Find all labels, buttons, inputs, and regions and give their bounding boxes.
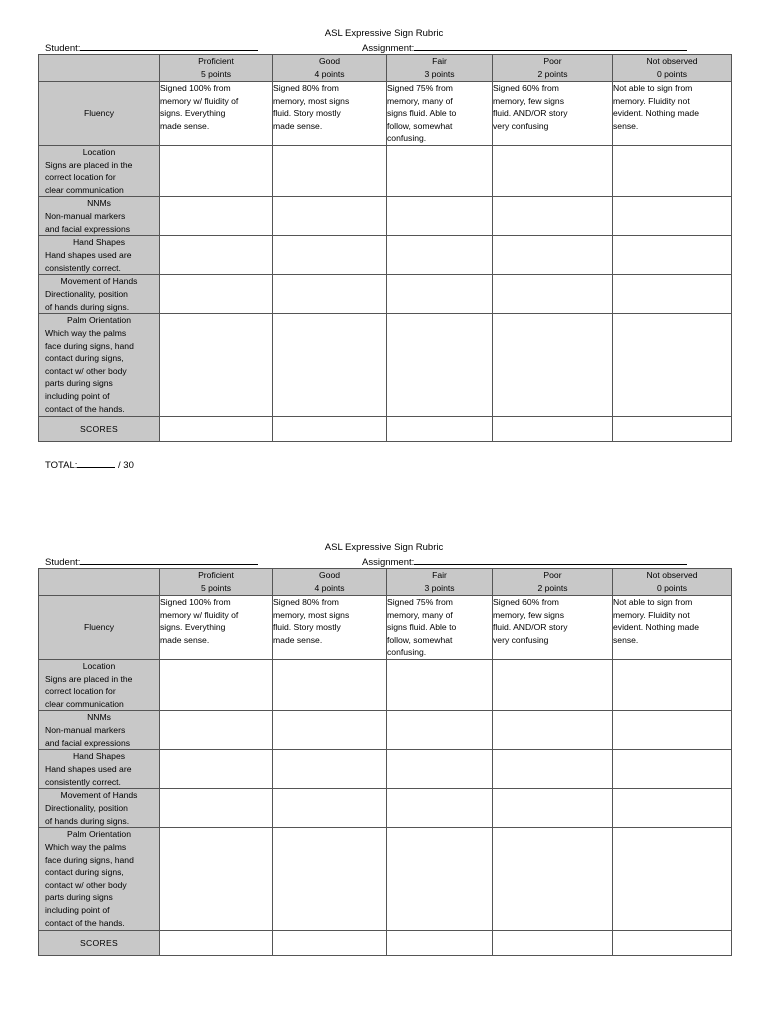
- criterion-description: correct location for: [45, 172, 116, 183]
- score-cell[interactable]: [613, 828, 732, 931]
- description-line: Signed 80% from: [273, 83, 339, 93]
- score-cell[interactable]: [160, 197, 273, 236]
- criterion-description: and facial expressions: [45, 737, 131, 748]
- criterion-description: of hands during signs.: [45, 301, 130, 312]
- description-line: Signed 60% from: [493, 83, 559, 93]
- criterion-description: Hand shapes used are: [45, 763, 132, 774]
- score-cell[interactable]: [387, 750, 493, 789]
- score-total-cell[interactable]: [160, 417, 273, 442]
- description-line: confusing.: [387, 647, 427, 658]
- description-line: signs. Everything: [160, 622, 226, 633]
- score-cell[interactable]: [387, 659, 493, 710]
- column-header: [273, 55, 387, 82]
- description-line: memory w/ fluidity of: [160, 95, 239, 106]
- rubric-table: [38, 54, 732, 442]
- score-total-cell[interactable]: [160, 931, 273, 956]
- description-line: follow, somewhat: [387, 120, 453, 131]
- description-line: memory, many of: [387, 609, 453, 620]
- description-line: memory, most signs: [273, 609, 350, 620]
- description-line: fluid. Story mostly: [273, 622, 341, 633]
- description-line: fluid. AND/OR story: [493, 108, 568, 119]
- description-line: evident. Nothing made: [613, 108, 699, 119]
- score-cell[interactable]: [160, 236, 273, 275]
- description-line: fluid. Story mostly: [273, 108, 341, 119]
- score-cell[interactable]: [387, 275, 493, 314]
- row-header-criterion: [39, 789, 160, 828]
- row-header-fluency: Fluency: [39, 596, 160, 660]
- score-cell[interactable]: [387, 711, 493, 750]
- score-cell[interactable]: [273, 197, 387, 236]
- criterion-description: and facial expressions: [45, 223, 131, 234]
- column-header: [613, 569, 732, 596]
- criterion-description: consistently correct.: [45, 262, 121, 273]
- criteria-row: [39, 275, 732, 314]
- row-header-criterion: [39, 275, 160, 314]
- column-points: 2 points: [537, 582, 568, 593]
- column-name: Poor: [543, 56, 562, 66]
- scores-label: SCORES: [39, 931, 160, 956]
- score-total-cell[interactable]: [493, 417, 613, 442]
- description-line: Not able to sign from: [613, 597, 693, 607]
- column-name: Not observed: [646, 570, 698, 580]
- column-name: Proficient: [198, 570, 234, 580]
- column-points: 5 points: [200, 68, 232, 79]
- score-cell[interactable]: [613, 659, 732, 710]
- score-cell[interactable]: [160, 145, 273, 196]
- score-cell[interactable]: [387, 314, 493, 417]
- column-name: Fair: [432, 56, 447, 66]
- criteria-row: [39, 789, 732, 828]
- criterion-description: face during signs, hand: [45, 340, 134, 351]
- description-line: Signed 60% from: [493, 597, 559, 607]
- column-header: [613, 55, 732, 82]
- description-line: confusing.: [387, 133, 427, 144]
- criterion-description: contact of the hands.: [45, 917, 125, 928]
- score-cell[interactable]: [493, 197, 613, 236]
- fluency-description: [493, 596, 613, 660]
- fluency-row: [39, 82, 732, 146]
- score-cell[interactable]: [387, 236, 493, 275]
- row-header-criterion: [39, 750, 160, 789]
- description-line: made sense.: [160, 634, 210, 645]
- score-cell[interactable]: [160, 828, 273, 931]
- description-line: made sense.: [273, 120, 323, 131]
- score-cell[interactable]: [613, 197, 732, 236]
- column-name: Fair: [432, 570, 447, 580]
- scores-row: [39, 931, 732, 956]
- criterion-description: face during signs, hand: [45, 854, 134, 865]
- criterion-title: Hand Shapes: [72, 237, 126, 248]
- description-line: memory, most signs: [273, 95, 350, 106]
- description-line: signs. Everything: [160, 108, 226, 119]
- description-line: very confusing: [493, 120, 549, 131]
- criterion-title: Location: [82, 660, 116, 671]
- student-label: Student:: [45, 557, 81, 568]
- criterion-description: including point of: [45, 904, 110, 915]
- rubric-table: [38, 568, 732, 956]
- score-total-cell[interactable]: [613, 417, 732, 442]
- score-cell[interactable]: [160, 659, 273, 710]
- column-points: 3 points: [424, 68, 455, 79]
- score-total-cell[interactable]: [387, 931, 493, 956]
- score-cell[interactable]: [160, 275, 273, 314]
- fluency-description: [613, 596, 732, 660]
- description-line: Signed 80% from: [273, 597, 339, 607]
- criterion-description: Signs are placed in the: [45, 673, 133, 684]
- score-cell[interactable]: [613, 789, 732, 828]
- criterion-description: contact during signs,: [45, 353, 124, 364]
- column-points: 4 points: [314, 582, 345, 593]
- row-header-criterion: [39, 236, 160, 275]
- total-field: [45, 458, 134, 471]
- corner-cell: [39, 55, 160, 82]
- criterion-description: clear communication: [45, 698, 124, 709]
- description-line: fluid. AND/OR story: [493, 622, 568, 633]
- score-total-cell[interactable]: [387, 417, 493, 442]
- description-line: Signed 100% from: [160, 597, 231, 607]
- criterion-description: contact of the hands.: [45, 403, 125, 414]
- score-total-cell[interactable]: [273, 931, 387, 956]
- description-line: memory, few signs: [493, 95, 564, 106]
- assignment-name-line[interactable]: [414, 555, 687, 565]
- score-cell[interactable]: [387, 789, 493, 828]
- criteria-row: [39, 828, 732, 931]
- score-cell[interactable]: [273, 314, 387, 417]
- column-name: Not observed: [646, 56, 698, 66]
- score-cell[interactable]: [160, 314, 273, 417]
- row-header-fluency: Fluency: [39, 82, 160, 146]
- score-cell[interactable]: [493, 145, 613, 196]
- criterion-description: parts during signs: [45, 378, 113, 389]
- score-cell[interactable]: [387, 828, 493, 931]
- criteria-row: [39, 236, 732, 275]
- description-line: evident. Nothing made: [613, 622, 699, 633]
- score-total-cell[interactable]: [613, 931, 732, 956]
- score-total-cell[interactable]: [273, 417, 387, 442]
- score-cell[interactable]: [273, 711, 387, 750]
- description-line: Signed 75% from: [387, 597, 453, 607]
- assignment-label: Assignment:: [362, 43, 415, 54]
- criterion-title: NNMs: [87, 712, 111, 723]
- row-header-criterion: [39, 314, 160, 417]
- total-label: TOTAL:: [45, 460, 78, 471]
- score-cell[interactable]: [273, 828, 387, 931]
- score-cell[interactable]: [493, 236, 613, 275]
- score-cell[interactable]: [493, 711, 613, 750]
- criterion-title: Palm Orientation: [66, 315, 131, 326]
- student-field: [45, 41, 258, 54]
- criterion-description: Directionality, position: [45, 802, 128, 813]
- criterion-description: Non-manual markers: [45, 724, 126, 735]
- score-cell[interactable]: [387, 197, 493, 236]
- row-header-criterion: [39, 197, 160, 236]
- header-row: [39, 55, 732, 82]
- score-cell[interactable]: [273, 145, 387, 196]
- column-header: [493, 55, 613, 82]
- column-name: Good: [318, 570, 341, 580]
- column-header: [160, 569, 273, 596]
- fluency-description: [160, 82, 273, 146]
- criterion-description: Which way the palms: [45, 327, 127, 338]
- fluency-row: [39, 596, 732, 660]
- column-points: 3 points: [424, 582, 455, 593]
- column-points: 2 points: [537, 68, 568, 79]
- score-cell[interactable]: [493, 789, 613, 828]
- score-cell[interactable]: [387, 145, 493, 196]
- student-name-line[interactable]: [80, 41, 258, 51]
- student-field: [45, 555, 258, 568]
- score-cell[interactable]: [493, 659, 613, 710]
- score-cell[interactable]: [493, 828, 613, 931]
- score-cell[interactable]: [613, 275, 732, 314]
- corner-cell: [39, 569, 160, 596]
- row-header-criterion: [39, 711, 160, 750]
- criterion-description: correct location for: [45, 686, 116, 697]
- criterion-description: consistently correct.: [45, 776, 121, 787]
- criteria-row: [39, 314, 732, 417]
- criterion-title: Palm Orientation: [66, 829, 131, 840]
- score-cell[interactable]: [613, 750, 732, 789]
- description-line: memory, many of: [387, 95, 453, 106]
- criterion-title: Location: [82, 146, 116, 157]
- score-cell[interactable]: [160, 711, 273, 750]
- student-label: Student:: [45, 43, 81, 54]
- score-cell[interactable]: [493, 275, 613, 314]
- description-line: memory w/ fluidity of: [160, 609, 239, 620]
- row-header-criterion: [39, 828, 160, 931]
- fluency-description: [613, 82, 732, 146]
- criteria-row: [39, 197, 732, 236]
- fluency-description: [160, 596, 273, 660]
- description-line: very confusing: [493, 634, 549, 645]
- score-cell[interactable]: [493, 750, 613, 789]
- description-line: follow, somewhat: [387, 634, 453, 645]
- criterion-description: contact w/ other body: [45, 879, 127, 890]
- column-points: 5 points: [200, 582, 232, 593]
- criterion-description: Directionality, position: [45, 288, 128, 299]
- criterion-description: Non-manual markers: [45, 210, 126, 221]
- criterion-description: including point of: [45, 390, 110, 401]
- description-line: Signed 75% from: [387, 83, 453, 93]
- description-line: Signed 100% from: [160, 83, 231, 93]
- criterion-description: Hand shapes used are: [45, 249, 132, 260]
- score-cell[interactable]: [160, 789, 273, 828]
- criteria-row: [39, 659, 732, 710]
- score-cell[interactable]: [493, 314, 613, 417]
- description-line: signs fluid. Able to: [387, 108, 457, 119]
- column-name: Good: [318, 56, 341, 66]
- description-line: Not able to sign from: [613, 83, 693, 93]
- criterion-title: Hand Shapes: [72, 751, 126, 762]
- column-points: 0 points: [656, 582, 688, 593]
- score-cell[interactable]: [273, 236, 387, 275]
- score-cell[interactable]: [613, 314, 732, 417]
- column-header: [493, 569, 613, 596]
- fluency-description: [273, 596, 387, 660]
- score-cell[interactable]: [273, 750, 387, 789]
- criterion-description: contact w/ other body: [45, 365, 127, 376]
- score-cell[interactable]: [613, 711, 732, 750]
- criterion-description: Which way the palms: [45, 841, 127, 852]
- score-cell[interactable]: [613, 236, 732, 275]
- column-name: Proficient: [198, 56, 234, 66]
- fluency-description: [387, 82, 493, 146]
- score-total-cell[interactable]: [493, 931, 613, 956]
- total-suffix: / 30: [115, 460, 134, 471]
- score-cell[interactable]: [613, 145, 732, 196]
- column-name: Poor: [543, 570, 562, 580]
- description-line: sense.: [613, 120, 639, 131]
- score-cell[interactable]: [160, 750, 273, 789]
- fluency-description: [493, 82, 613, 146]
- column-points: 4 points: [314, 68, 345, 79]
- scores-row: [39, 417, 732, 442]
- scores-label: SCORES: [39, 417, 160, 442]
- criterion-description: contact during signs,: [45, 867, 124, 878]
- description-line: signs fluid. Able to: [387, 622, 457, 633]
- score-cell[interactable]: [273, 789, 387, 828]
- page-title: ASL Expressive Sign Rubric: [324, 542, 444, 553]
- description-line: made sense.: [273, 634, 323, 645]
- column-header: [387, 569, 493, 596]
- criterion-description: Signs are placed in the: [45, 159, 133, 170]
- fluency-description: [273, 82, 387, 146]
- score-cell[interactable]: [273, 659, 387, 710]
- column-header: [273, 569, 387, 596]
- total-line[interactable]: [77, 458, 115, 468]
- column-points: 0 points: [656, 68, 688, 79]
- criteria-row: [39, 145, 732, 196]
- fluency-description: [387, 596, 493, 660]
- criterion-description: clear communication: [45, 184, 124, 195]
- criterion-description: parts during signs: [45, 892, 113, 903]
- description-line: memory. Fluidity not: [613, 609, 690, 620]
- description-line: memory. Fluidity not: [613, 95, 690, 106]
- criteria-row: [39, 750, 732, 789]
- criterion-title: Movement of Hands: [60, 790, 138, 801]
- assignment-name-line[interactable]: [414, 41, 687, 51]
- row-header-criterion: [39, 659, 160, 710]
- criterion-description: of hands during signs.: [45, 815, 130, 826]
- criterion-title: NNMs: [87, 198, 111, 209]
- score-cell[interactable]: [273, 275, 387, 314]
- student-name-line[interactable]: [80, 555, 258, 565]
- column-header: [160, 55, 273, 82]
- column-header: [387, 55, 493, 82]
- row-header-criterion: [39, 145, 160, 196]
- description-line: memory, few signs: [493, 609, 564, 620]
- assignment-label: Assignment:: [362, 557, 415, 568]
- description-line: made sense.: [160, 120, 210, 131]
- criteria-row: [39, 711, 732, 750]
- description-line: sense.: [613, 634, 639, 645]
- header-row: [39, 569, 732, 596]
- assignment-field: [362, 555, 687, 568]
- criterion-title: Movement of Hands: [60, 276, 138, 287]
- page-title: ASL Expressive Sign Rubric: [324, 28, 444, 39]
- assignment-field: [362, 41, 687, 54]
